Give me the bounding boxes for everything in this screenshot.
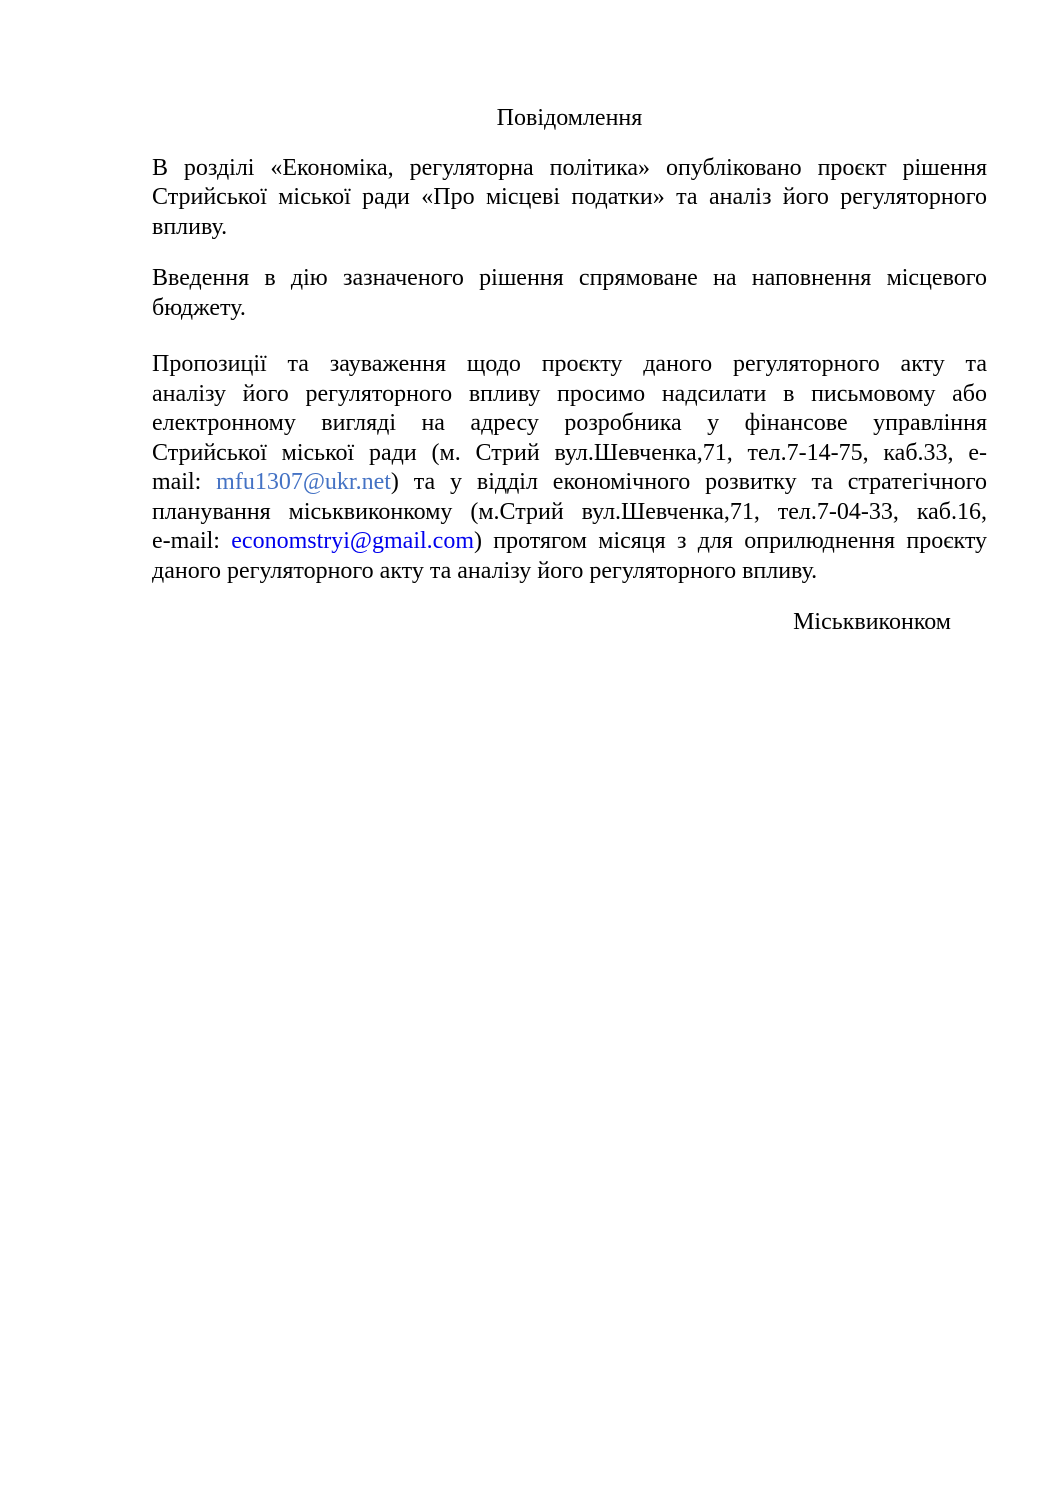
paragraph — [152, 264, 987, 323]
text-run: Пропозиції та зауваження щодо проєкту даного регуляторного акту та — [152, 351, 987, 377]
text-run: впливу. — [152, 213, 228, 240]
text-run: бюджету. — [152, 294, 246, 321]
text-line — [152, 380, 987, 410]
text-run: електронному вигляді на адресу розробника у фінансове управління — [152, 410, 987, 436]
text-line — [152, 439, 987, 469]
document — [0, 0, 1058, 638]
text-run: e-mail: — [152, 528, 232, 554]
signature: Міськвиконком — [793, 609, 951, 635]
text-line — [152, 183, 987, 213]
document-title: Повідомлення — [496, 105, 643, 131]
text-line — [152, 557, 987, 587]
text-line — [152, 468, 987, 498]
document-body — [152, 154, 987, 587]
ukr-net-email-link[interactable]: mfu1307@ukr.net — [216, 469, 391, 495]
text-line — [152, 154, 987, 184]
text-run: ) протягом місяця з для оприлюднення проєкту — [473, 528, 988, 554]
text-line — [152, 527, 987, 557]
text-run: В розділі «Економіка, регуляторна політика» опубліковано проєкт рішення — [152, 154, 987, 181]
text-line — [152, 213, 987, 243]
text-line — [152, 294, 987, 324]
paragraph — [152, 154, 987, 243]
text-run: даного регуляторного акту та аналізу його регуляторного впливу. — [152, 557, 818, 584]
text-run: Стрийської міської ради (м. Стрий вул.Шевченка,71, тел.7-14-75, каб.33, е- — [152, 439, 987, 466]
text-run: mail: — [152, 469, 217, 495]
text-line — [152, 350, 987, 380]
text-run: планування міськвиконкому (м.Стрий вул.Шевченка,71, тел.7-04-33, каб.16, — [152, 498, 987, 525]
paragraph — [152, 350, 987, 586]
text-line — [152, 498, 987, 528]
text-run: Стрийської міської ради «Про місцеві податки» та аналіз його регуляторного — [152, 184, 987, 210]
gmail-email-link[interactable]: economstryi@gmail.com — [231, 528, 474, 554]
text-run: Введення в дію зазначеного рішення спрямоване на наповнення місцевого — [152, 265, 987, 291]
text-line — [152, 264, 987, 294]
text-run: аналізу його регуляторного впливу просимо надсилати в письмовому або — [152, 380, 987, 407]
text-line — [152, 409, 987, 439]
text-run: ) та у відділ економічного розвитку та стратегічного — [390, 469, 987, 495]
